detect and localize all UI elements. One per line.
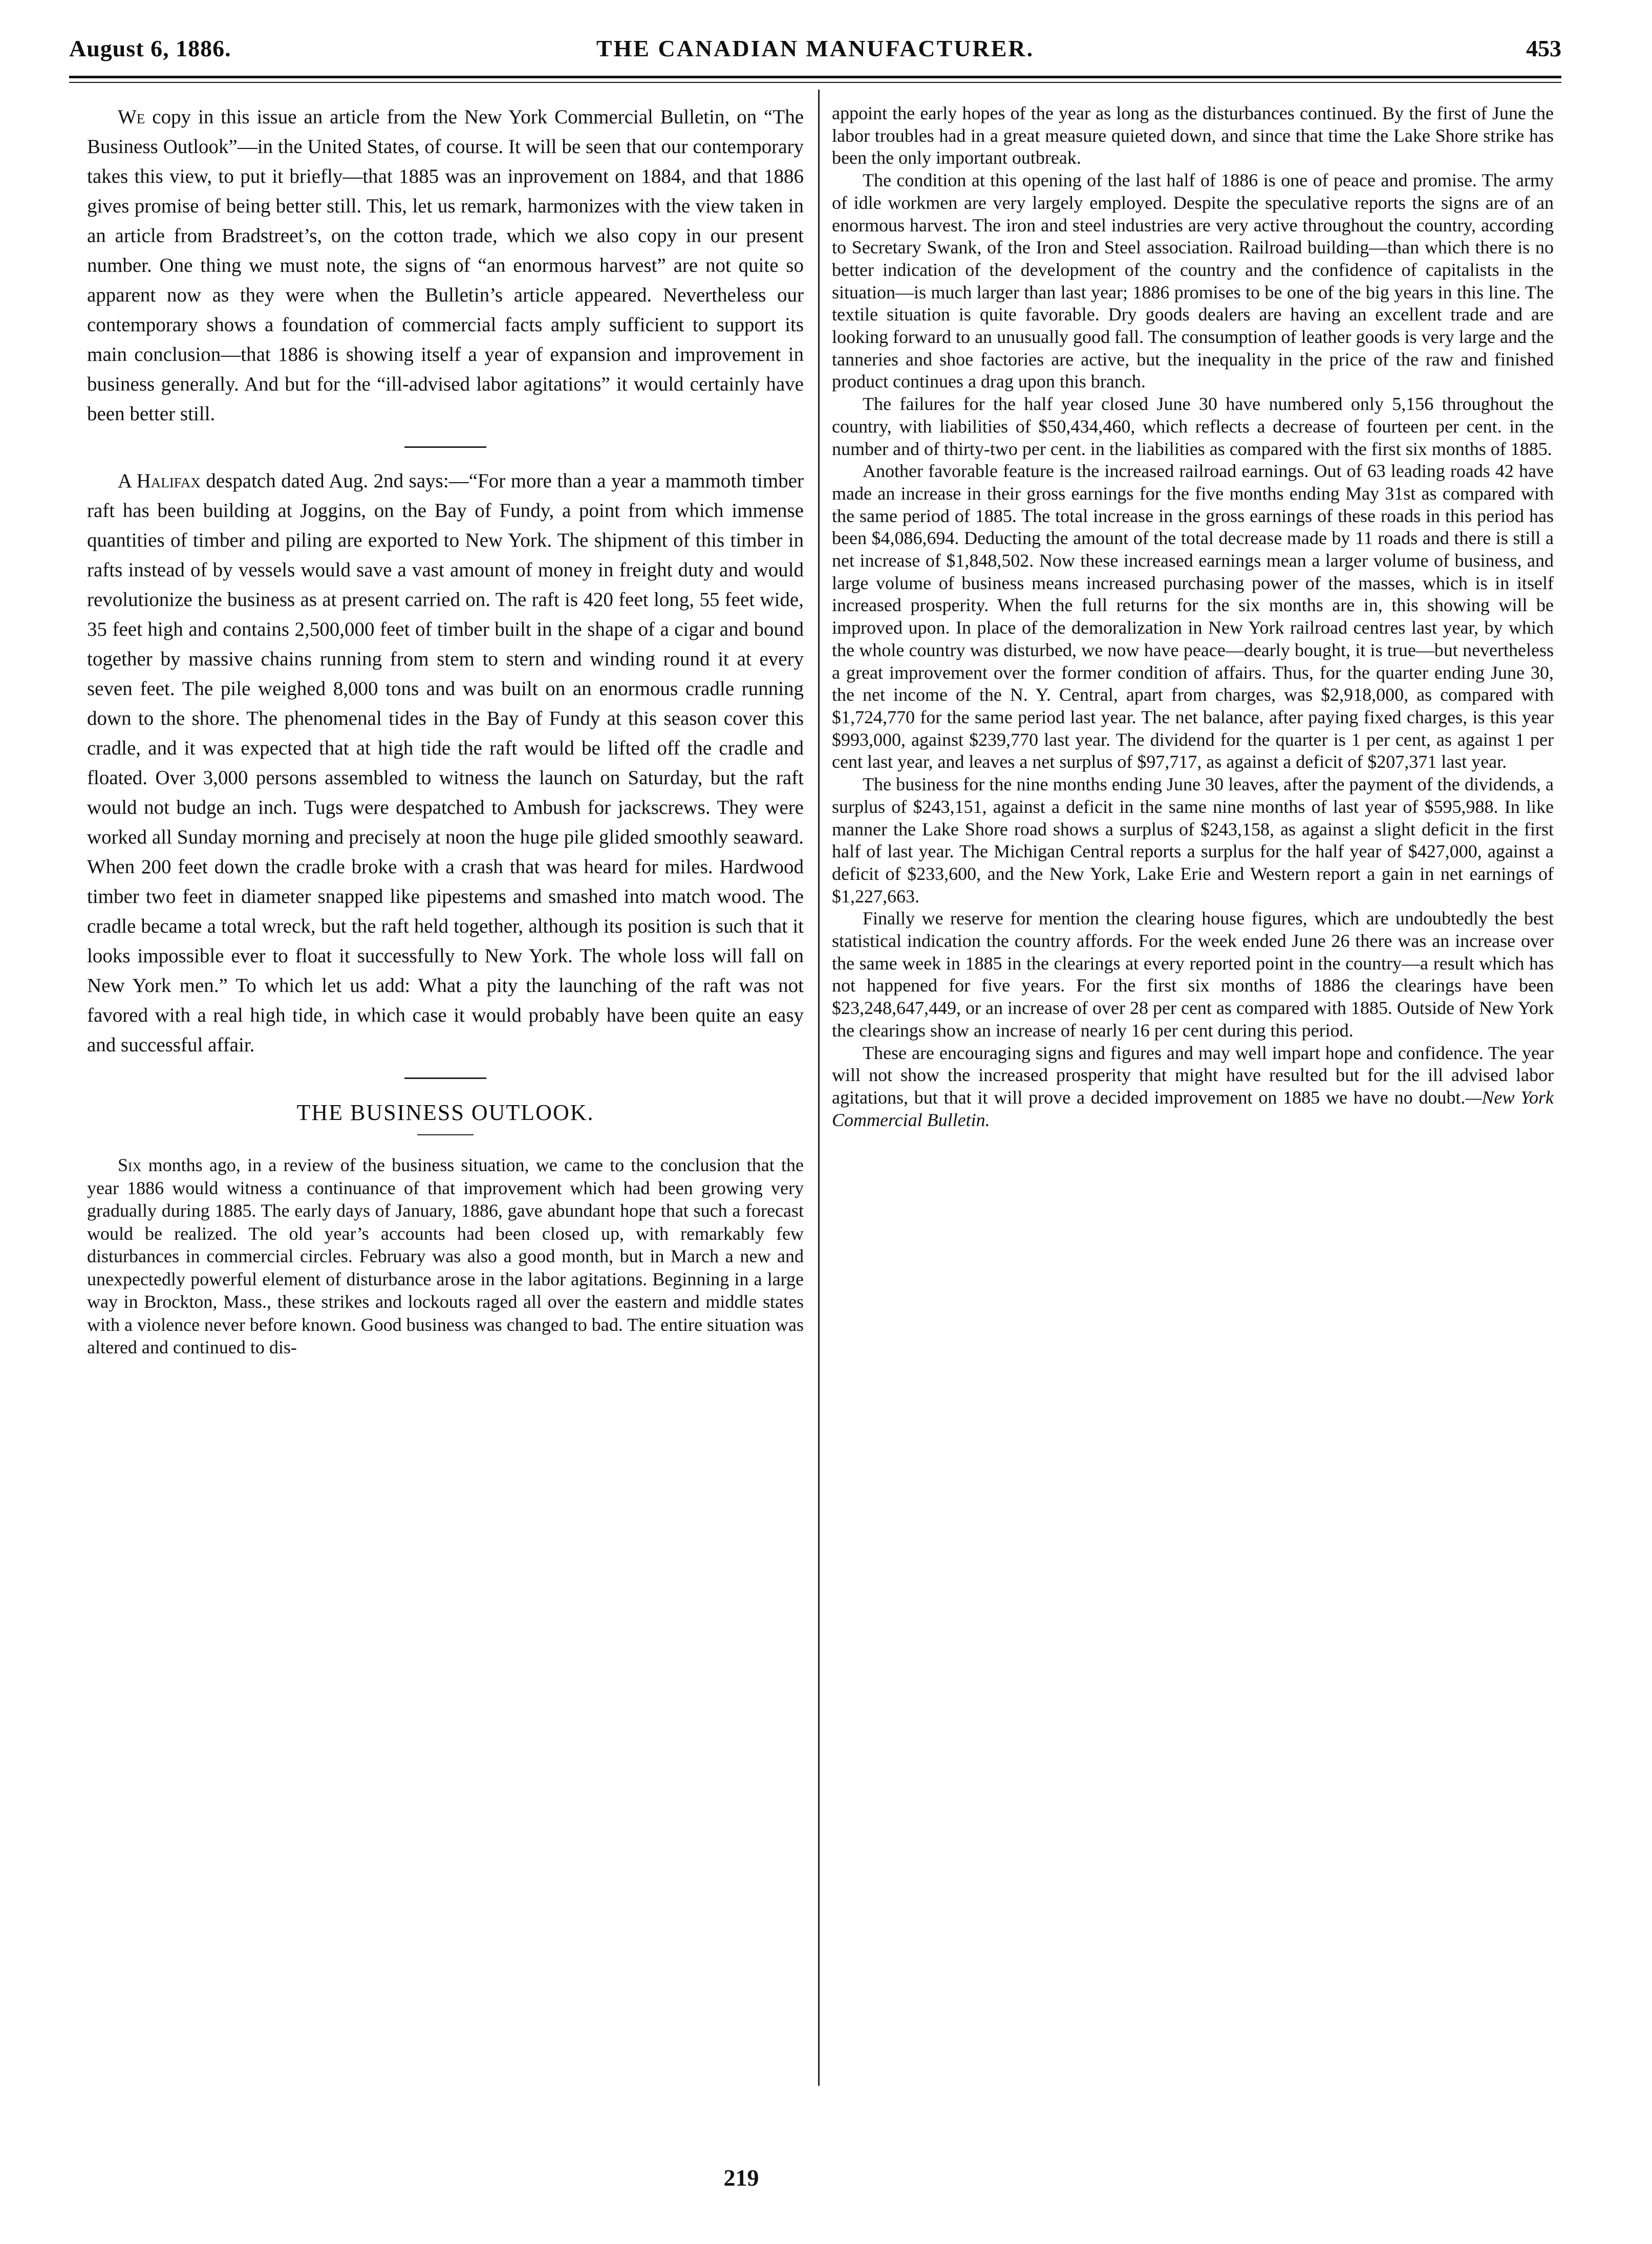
paragraph: appoint the early hopes of the year as long as the disturbances continued. By the first of June the labor troubles had in a great measure quieted down, and since that time the Lake Shore strike has been the only important outbreak. <box>832 103 1554 168</box>
paragraph-text: despatch dated Aug. 2nd says:—“For more than a year a mammoth timber raft has been building at Joggins, on the Bay of Fundy, a point from which immense quantities of timber and piling are exported to New York. The shipment of this timber in rafts instead of by vessels would save a vast amount of money in freight duty and would revolutionize the business as at present carried on. The raft is 420 feet long, 55 feet wide, 35 feet high and contains 2,500,000 feet of timber built in the shape of a cigar and bound together by massive chains running from stem to stern and winding round it at every seven feet. The pile weighed 8,000 tons and was built on an enormous cradle running down to the shore. The phenomenal tides in the Bay of Fundy at this season cover this cradle, and it was expected that at high tide the raft would be lifted off the cradle and floated. Over 3,000 persons assembled to witness the launch on Saturday, but the raft would not budge an inch. Tugs were despatched to Ambush for jackscrews. They were worked all Sunday morning and precisely at noon the huge pile glided smoothly seaward. When 200 feet down the cradle broke with a crash that was heard for miles. Hardwood timber two feet in diameter snapped like pipestems and smashed into match wood. The cradle became a total wreck, but the raft held together, although its position is such that it looks impossible ever to float it successfully to New York. The whole loss will fall on New York men.” To which let us add: What a pity the launching of the raft was not favored with a real high tide, in which case it would probably have been quite an easy and successful affair. <box>87 470 804 1056</box>
right-column <box>832 102 1554 1131</box>
publication-title: THE CANADIAN MANUFACTURER. <box>596 35 1035 61</box>
paragraph-text: These are encouraging signs and figures and may well impart hope and confidence. The year will not show the increased prosperity that might have resulted but for the ill advised labor agitations, but that it will prove a decided improvement on 1885 we have no doubt. <box>832 1042 1554 1108</box>
paragraph: The business for the nine months ending June 30 leaves, after the payment of the dividends, a surplus of $243,151, against a deficit in the same nine months of last year of $595,988. In like manner the Lake Shore road shows a surplus of $243,158, as against a slight deficit in the first half of last year. The Michigan Central reports a surplus for the half year of $427,000, against a deficit of $233,600, and the New York, Lake Erie and Western report a gain in net earnings of $1,227,663. <box>832 774 1554 907</box>
lead-in: Six <box>118 1155 142 1175</box>
section-separator <box>404 1077 486 1079</box>
folio-number: 219 <box>723 2165 759 2191</box>
article-heading: THE BUSINESS OUTLOOK. <box>296 1100 594 1125</box>
section-separator <box>404 446 486 448</box>
paragraph-text: copy in this issue an article from the New York Commercial Bulletin, on “The Business Outlook”—in the United States, of course. It will be seen that our contemporary takes this view, to put it briefly—that 1885 was an inprovement on 1884, and that 1886 gives promise of being better still. This, let us remark, harmonizes with the view taken in an article from Bradstreet’s, on the cotton trade, which we also copy in our present number. One thing we must note, the signs of “an enormous harvest” are not quite so apparent now as they were when the Bulletin’s article appeared. Nevertheless our contemporary shows a foundation of commercial facts amply sufficient to support its main conclusion—that 1886 is showing itself a year of expansion and improvement in business generally. And but for the “ill-advised labor agitations” it would certainly have been better still. <box>87 106 804 425</box>
page-header <box>69 28 1561 69</box>
paragraph <box>832 1042 1554 1132</box>
source-attribution: —New York Commercial Bulletin. <box>832 1087 1554 1130</box>
issue-date: August 6, 1886. <box>69 35 231 61</box>
lead-in: We <box>118 106 145 128</box>
page-number: 453 <box>1526 35 1561 61</box>
left-column <box>87 102 804 1359</box>
paragraph: Finally we reserve for mention the clearing house figures, which are undoubtedly the best statistical indication the country affords. For the week ended June 26 there was an increase over the same week in 1885 in the clearings at every reported point in the country—a result which has not happened for five years. For the first six months of 1886 the clearings have been $23,248,647,449, or an increase of over 28 per cent as compared with 1885. Outside of New York the clearings show an increase of nearly 16 per cent during this period. <box>832 908 1554 1041</box>
paragraph: Another favorable feature is the increased railroad earnings. Out of 63 leading roads 42 have made an increase in their gross earnings for the five months ending May 31st as compared with the same period of 1885. The total increase in the gross earnings of these roads in this period has been $4,086,694. Deducting the amount of the total decrease made by 11 roads and there is still a net increase of $1,848,502. Now these increased earnings mean a larger volume of business, and large volume of business means increased purchasing power of the masses, which is in itself increased prosperity. When the full returns for the six months are in, this showing will be improved upon. In place of the demoralization in New York railroad centres last year, by which the whole country was disturbed, we now have peace—dearly bought, it is true—but nevertheless a great improvement over the former condition of affairs. Thus, for the quarter ending June 30, the net income of the N. Y. Central, apart from charges, was $2,918,000, as compared with $1,724,770 for the same period last year. The net balance, after paying fixed charges, is this year $993,000, against $239,770 last year. The dividend for the quarter is 1 per cent, as against 1 per cent last year, and leaves a net surplus of $97,717, as against a deficit of $207,371 last year. <box>832 461 1554 772</box>
header-rule <box>69 76 1561 78</box>
lead-in: A Halifax <box>118 470 201 492</box>
article-commercial-bulletin <box>87 102 804 429</box>
paragraph: The condition at this opening of the last half of 1886 is one of peace and promise. The army of idle workmen are very largely employed. Despite the speculative reports the signs are of an enormous harvest. The iron and steel industries are very active throughout the country, according to Secretary Swank, of the Iron and Steel association. Railroad building—than which there is no better indication of the development of the country and the confidence of capitalists in the situation—is much larger than last year; 1886 promises to be one of the big years in this line. The textile situation is quite favorable. Dry goods dealers are having an excellent trade and are looking forward to an unusually good fall. The consumption of leather goods is very large and the tanneries and shoe factories are active, but the inequality in the price of the raw and finished product continues a drag upon this branch. <box>832 170 1554 392</box>
column-divider <box>818 90 820 2086</box>
header-rule-thin <box>69 82 1561 83</box>
article-halifax-raft <box>87 466 804 1060</box>
paragraph: The failures for the half year closed June 30 have numbered only 5,156 throughout the country, with liabilities of $50,434,460, which reflects a decrease of fourteen per cent. in the number and of thirty-two per cent. in the liabilities as compared with the first six months of 1885. <box>832 394 1554 459</box>
heading-rule <box>417 1134 474 1135</box>
article-business-outlook <box>87 1154 804 1359</box>
paragraph-text: months ago, in a review of the business situation, we came to the conclusion that the year 1886 would witness a continuance of that improvement which had been growing very gradually during 1885. The early days of January, 1886, gave abundant hope that such a forecast would be realized. The old year’s accounts had been closed up, with remarkably few disturbances in commercial circles. February was also a good month, but in March a new and unexpectedly powerful element of disturbance arose in the labor agitations. Beginning in a large way in Brockton, Mass., these strikes and lockouts raged all over the eastern and middle states with a violence never before known. Good business was changed to bad. The entire situation was altered and continued to dis- <box>87 1155 804 1357</box>
